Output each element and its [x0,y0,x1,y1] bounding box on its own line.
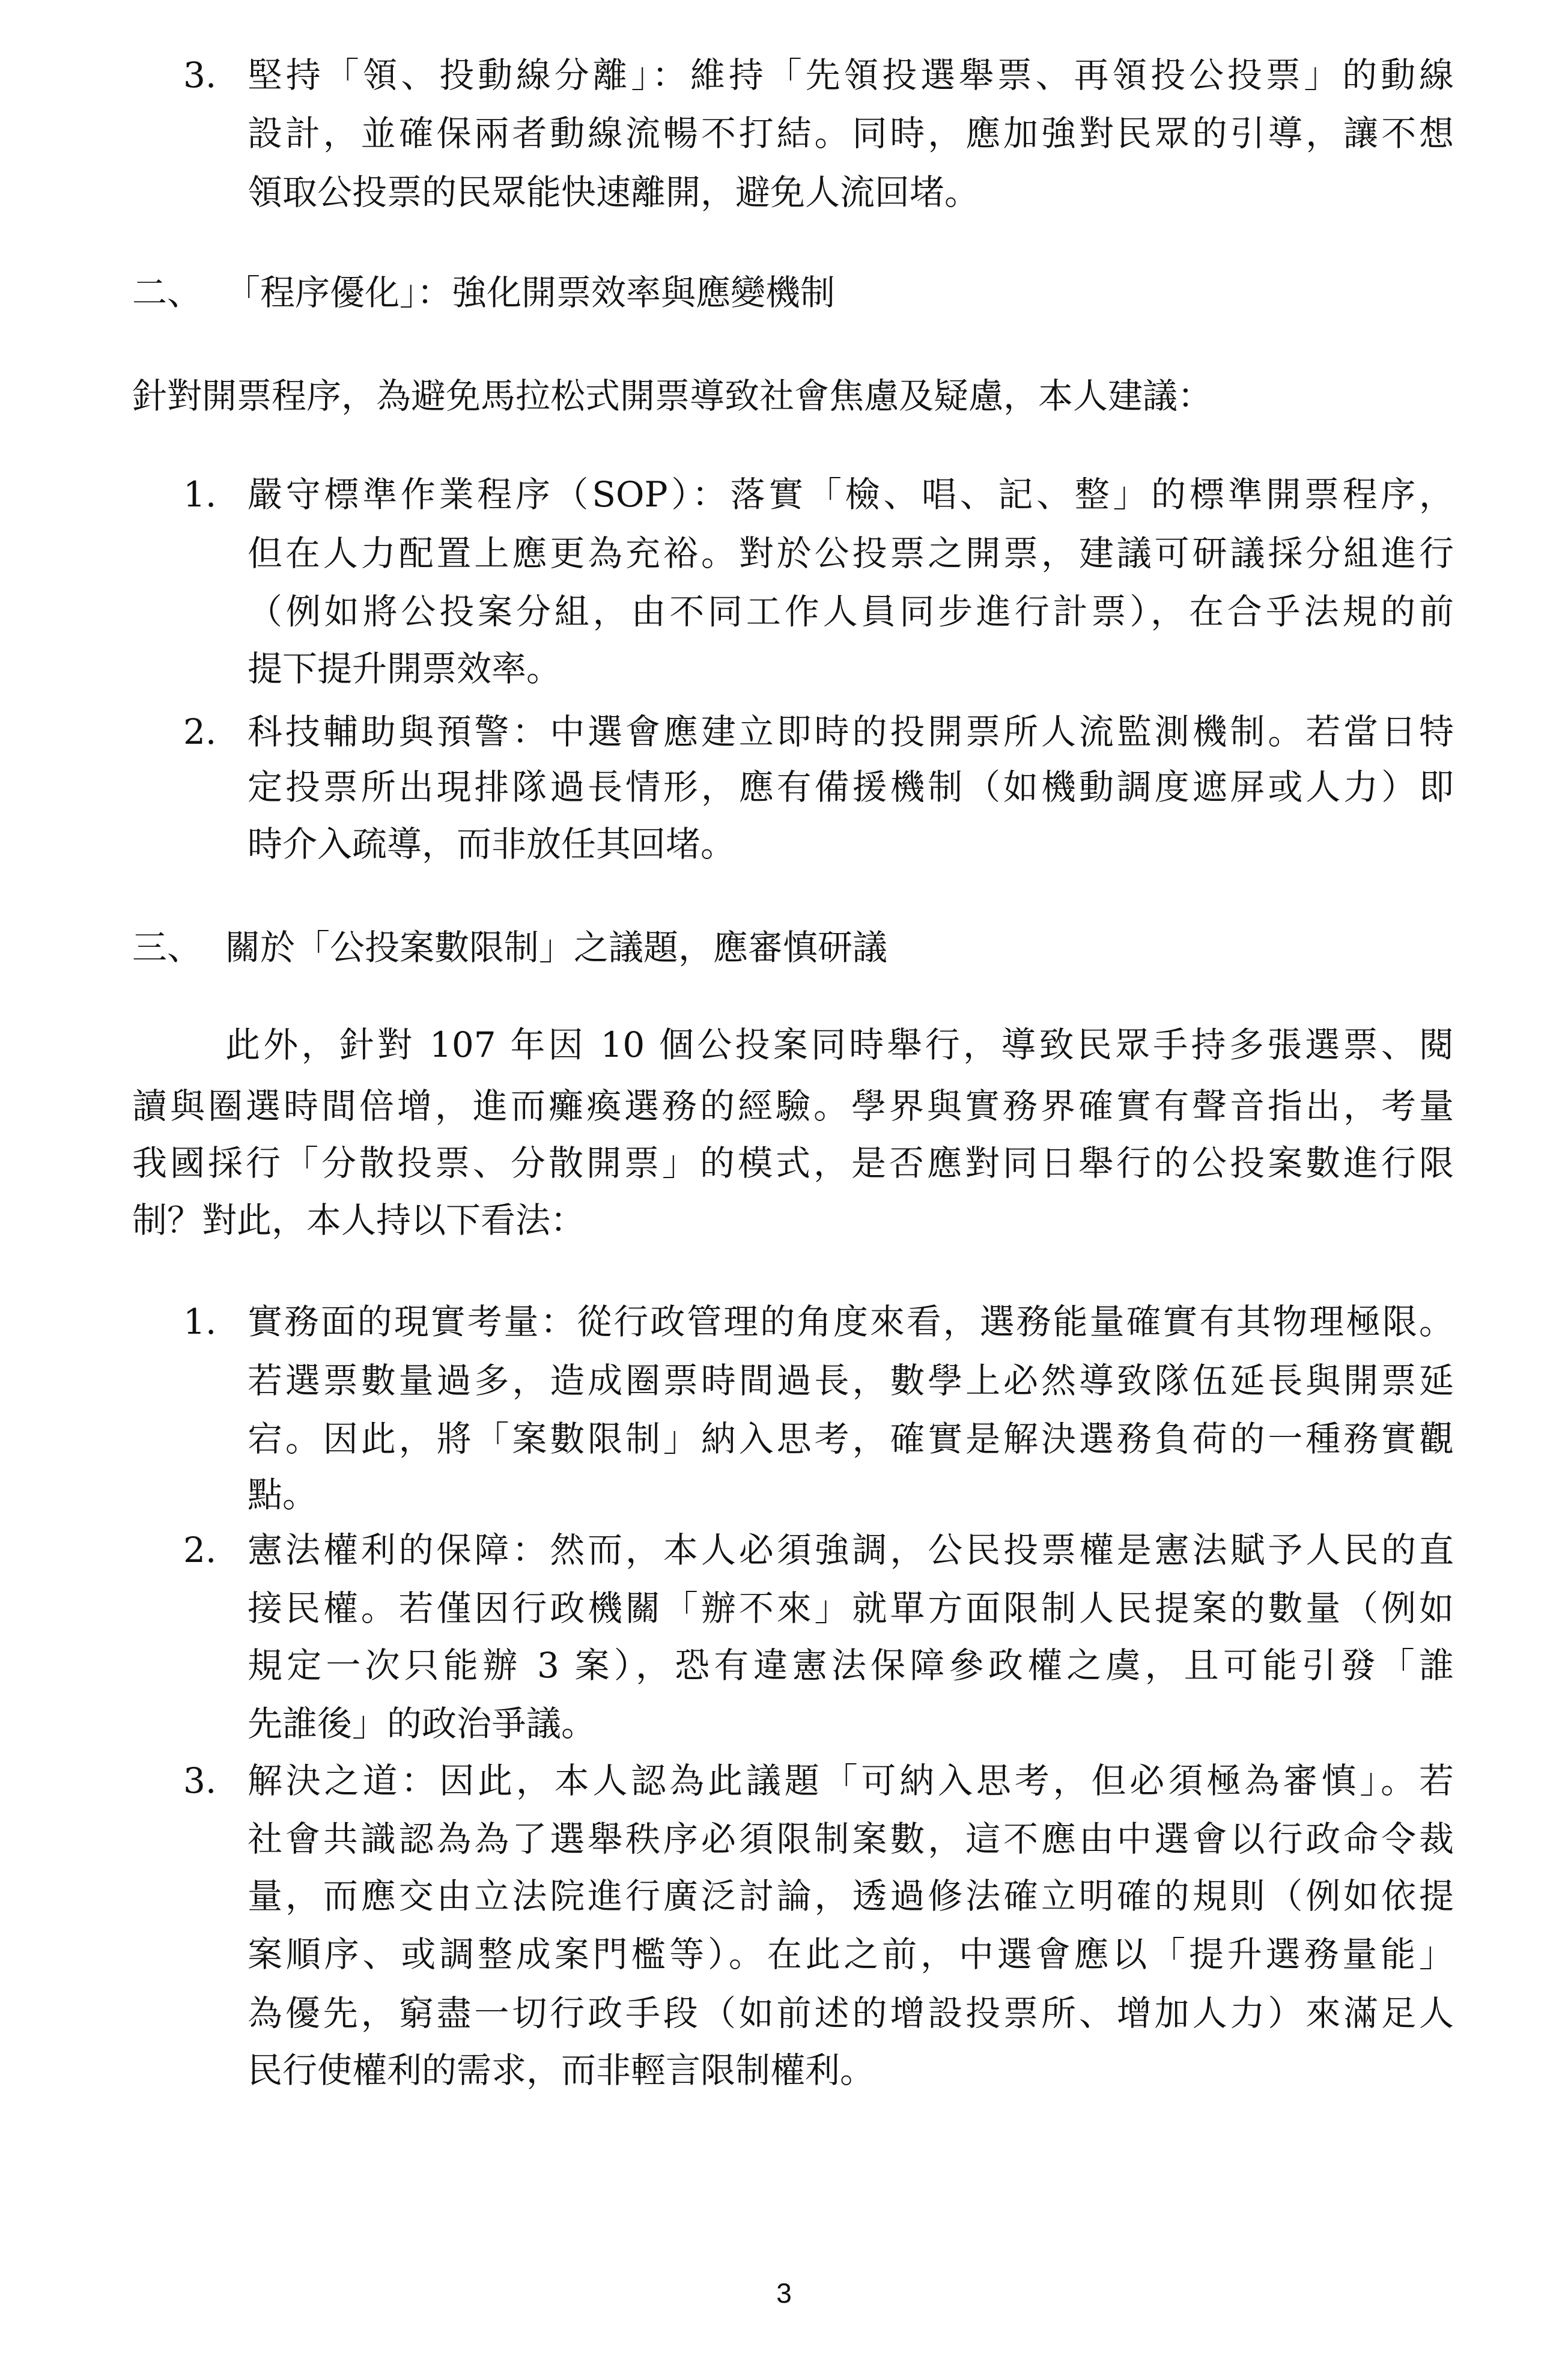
list-item-line: 先誰後」的政治爭議。 [248,1703,597,1744]
list-item-line: 量，而應交由立法院進行廣泛討論，透過修法確立明確的規則（例如依提 [248,1876,1454,1916]
list-item-number: 2. [183,711,217,752]
list-item-line: 點。 [248,1474,318,1515]
body-paragraph-line: 我國採行「分散投票、分散開票」的模式，是否應對同日舉行的公投案數進行限 [132,1143,1454,1184]
list-item-line: 堅持「領、投動線分離」：維持「先領投選舉票、再領投公投票」的動線 [248,55,1454,96]
list-item-number: 2. [183,1530,217,1570]
list-item-line: 若選票數量過多，造成圈票時間過長，數學上必然導致隊伍延長與開票延 [248,1360,1454,1401]
section-number: 三、 [132,927,202,968]
list-item-line: 憲法權利的保障：然而，本人必須強調，公民投票權是憲法賦予人民的直 [248,1530,1454,1570]
list-item-line: 接民權。若僅因行政機關「辦不來」就單方面限制人民提案的數量（例如 [248,1588,1454,1629]
list-item-line: 社會共識認為為了選舉秩序必須限制案數，這不應由中選會以行政命令裁 [248,1819,1454,1859]
list-item-number: 3. [183,55,217,96]
list-item-number: 3. [183,1760,217,1801]
list-item-line: 提下提升開票效率。 [248,648,562,689]
list-item-line: 為優先，窮盡一切行政手段（如前述的增設投票所、增加人力）來滿足人 [248,1993,1454,2034]
list-item-line: 實務面的現實考量：從行政管理的角度來看，選務能量確實有其物理極限。 [248,1301,1454,1342]
body-paragraph-line: 讀與圈選時間倍增，進而癱瘓選務的經驗。學界與實務界確實有聲音指出，考量 [132,1086,1454,1126]
intro-paragraph: 針對開票程序，為避免馬拉松式開票導致社會焦慮及疑慮，本人建議： [132,375,1213,416]
list-item-line: 宕。因此，將「案數限制」納入思考，確實是解決選務負荷的一種務實觀 [248,1418,1454,1459]
list-item-line: 民行使權利的需求，而非輕言限制權利。 [248,2050,875,2091]
list-item-line: 領取公投票的民眾能快速離開，避免人流回堵。 [248,172,980,213]
section-heading: 關於「公投案數限制」之議題，應審慎研議 [225,927,888,968]
list-item-line: 但在人力配置上應更為充裕。對於公投票之開票，建議可研議採分組進行 [248,533,1454,574]
list-item-line: 科技輔助與預警：中選會應建立即時的投開票所人流監測機制。若當日特 [248,711,1454,752]
page-number: 3 [776,2277,792,2309]
body-paragraph-line: 此外，針對 107 年因 10 個公投案同時舉行，導致民眾手持多張選票、閱 [225,1024,1454,1065]
section-heading: 「程序優化」：強化開票效率與應變機制 [225,272,836,313]
list-item-line: 規定一次只能辦 3 案），恐有違憲法保障參政權之虞，且可能引發「誰 [248,1645,1454,1686]
list-item-line: 時介入疏導，而非放任其回堵。 [248,824,736,864]
list-item-line: 嚴守標準作業程序（SOP）：落實「檢、唱、記、整」的標準開票程序， [248,474,1454,515]
list-item-line: 案順序、或調整成案門檻等）。在此之前，中選會應以「提升選務量能」 [248,1934,1454,1975]
list-item-number: 1. [183,474,217,515]
list-item-number: 1. [183,1301,217,1342]
list-item-line: 設計，並確保兩者動線流暢不打結。同時，應加強對民眾的引導，讓不想 [248,113,1454,154]
list-item-line: （例如將公投案分組，由不同工作人員同步進行計票），在合乎法規的前 [248,591,1454,632]
list-item-line: 解決之道：因此，本人認為此議題「可納入思考，但必須極為審慎」。若 [248,1760,1454,1801]
list-item-line: 定投票所出現排隊過長情形，應有備援機制（如機動調度遮屏或人力）即 [248,767,1454,807]
body-paragraph-line: 制？對此，本人持以下看法： [132,1200,586,1241]
section-number: 二、 [132,272,202,313]
